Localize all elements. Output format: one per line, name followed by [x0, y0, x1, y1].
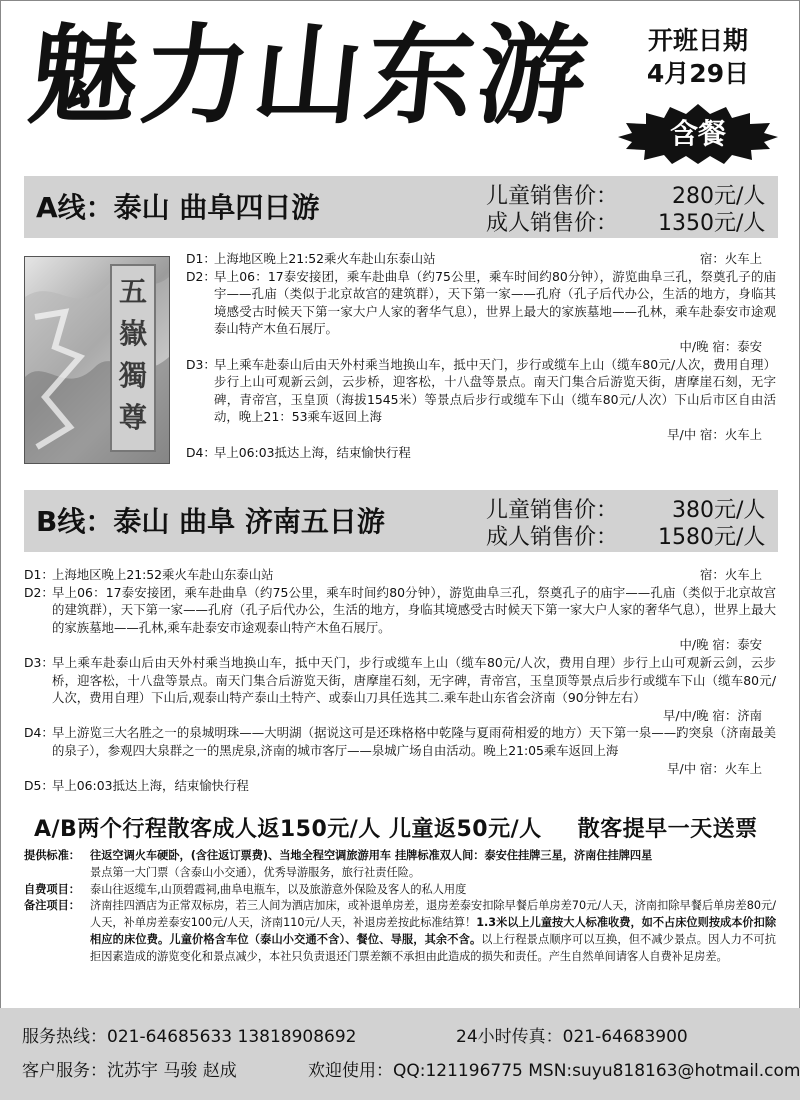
line-b-itinerary	[24, 566, 776, 795]
itinerary-day: D3： 早上乘车赴泰山后由天外村乘当地换山车，抵中天门，步行或缆车上山（缆车80元/人次，费用自理）步行上山可观新云剑，云步桥，迎客松，十八盘等景点。南天门集合后游览天街，唐摩崖石刻，无字碑，青帝宫，玉皇顶（海拔1545米）等景点后步行或缆车下山（缆车80元/人次）下山后市区自由活动，晚上21：53乘车返回上海 早/中 宿：火车上	[186, 356, 776, 442]
line-a-title: A线：泰山 曲阜四日游	[36, 191, 320, 224]
start-date-block	[628, 24, 768, 90]
line-b-band	[24, 490, 778, 552]
itinerary-day: D4： 早上06:03抵达上海，结束愉快行程	[186, 444, 411, 460]
note-remarks: 备注项目： 济南挂四酒店为正常双标房，若三人间为酒店加床，或补退单房差，退房差泰安扣除早餐后单房差70元/人天，济南扣除早餐后单房差80元/人天，补单房差泰安100元/人天，济南110元/人天，补退房差按此标准结算！1.3米以上儿童按大人标准收费，如不占床位则按成本价扣除相应的床位费。儿童价格含车位（泰山小交通不含）、餐位、导服，其余不含。以上行程景点顺序可以互换，但不减少景点。因人力不可抗拒因素造成的游览变化和景点减少，本社只负责退还门票差额不承担由此造成的损失和责任。产生自然单间请客人自费补足房差。	[24, 899, 777, 963]
note-self-paid: 自费项目： 泰山往返缆车,山顶碧霞祠,曲阜电瓶车，以及旅游意外保险及客人的私人用度	[24, 882, 467, 896]
line-a-band	[24, 176, 778, 238]
line-b-adult-price: 成人销售价： 1580元/人	[486, 525, 766, 550]
line-a-adult-price: 成人销售价： 1350元/人	[486, 211, 766, 236]
itinerary-day: D2： 早上06：17泰安接团，乘车赴曲阜（约75公里，乘车时间约80分钟），游览曲阜三孔，祭奠孔子的庙宇——孔庙（类似于北京故宫的建筑群），天下第一家——孔府（孔子后代办公，生活的地方，身临其境感受古时候天下第一家大户人家的奢华气息），世界上最大的家族墓地——孔林，乘车赴泰安市途观泰山特产木鱼石展厅。 中/晚 宿：泰安	[186, 268, 776, 354]
itinerary-day: D2： 早上06：17泰安接团，乘车赴曲阜（约75公里，乘车时间约80分钟），游览曲阜三孔，祭奠孔子的庙宇——孔庙（类似于北京故宫的建筑群），天下第一家——孔府（孔子后代办公，生活的地方，身临其境感受古时候天下第一家大户人家的奢华气息），世界上最大的家族墓地——孔林,乘车赴泰安市途观泰山特产木鱼石展厅。 中/晚 宿：泰安	[24, 584, 776, 653]
taishan-photo	[24, 256, 170, 464]
ticket-delivery: 散客提早一天送票	[577, 817, 758, 842]
fax-number: 24小时传真：021-64683900	[456, 1027, 688, 1047]
return-info	[34, 812, 758, 843]
line-b-child-price: 儿童销售价： 380元/人	[486, 498, 766, 523]
itinerary-day: D3： 早上乘车赴泰山后由天外村乘当地换山车，抵中天门，步行或缆车上山（缆车80元/人次，费用自理）步行上山可观新云剑，云步桥，迎客松，十八盘等景点。南天门集合后游览天街，唐摩崖石刻，无字碑，青帝宫，玉皇顶等景点后步行或缆车下山（缆车80元/人次，费用自理）下山后,观泰山特产泰山土特产、或泰山刀具任选其二.乘车赴山东省会济南（90分钟左右） 早/中/晚 宿：济南	[24, 654, 776, 723]
line-b-title: B线：泰山 曲阜 济南五日游	[36, 505, 385, 538]
meal-badge	[618, 104, 778, 164]
itinerary-day: D1： 上海地区晚上21:52乘火车赴山东泰山站 宿：火车上	[186, 251, 762, 266]
itinerary-day: D4： 早上游览三大名胜之一的泉城明珠——大明湖（据说这可是还珠格格中乾隆与夏雨荷相爱的地方）天下第一泉——趵突泉（济南最美的泉子），参观四大泉群之一的黑虎泉,济南的城市客厅——泉城广场自由活动。晚上21:05乘车返回上海 早/中 宿：火车上	[24, 725, 776, 776]
notes-section	[24, 848, 776, 966]
line-a-child-price: 儿童销售价： 280元/人	[486, 184, 766, 209]
contact-footer	[0, 1008, 800, 1100]
itinerary-day: D1： 上海地区晚上21:52乘火车赴山东泰山站 宿：火车上	[24, 567, 762, 582]
customer-service: 客户服务：沈苏宇 马骏 赵成	[22, 1061, 237, 1081]
line-a-itinerary	[186, 250, 776, 461]
contact-im: 欢迎使用：QQ:121196775 MSN:suyu818163@hotmail.com	[308, 1061, 800, 1081]
return-amount: A/B两个行程散客成人返150元/人 儿童返50元/人	[34, 817, 542, 842]
service-hotline: 服务热线：021-64685633 13818908692	[22, 1027, 357, 1047]
note-standard: 提供标准： 往返空调火车硬卧，(含往返订票费)、当地全程空调旅游用车 挂牌标准双人间：泰安住挂牌三星，济南住挂牌四星 景点第一大门票（含泰山小交通），优秀导游服务，旅行社责任险。	[24, 849, 653, 879]
itinerary-day: D5： 早上06:03抵达上海，结束愉快行程	[24, 778, 249, 794]
meal-badge-label: 含餐	[669, 117, 726, 150]
start-date: 4月29日	[646, 59, 750, 88]
carving-text: 五嶽獨尊	[118, 275, 147, 434]
start-label: 开班日期	[647, 26, 748, 55]
page-title: 魅力山东游	[23, 13, 597, 139]
